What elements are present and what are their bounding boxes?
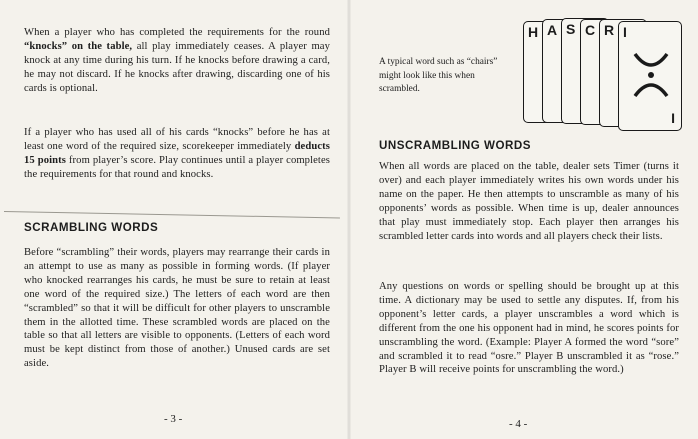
penalty-text-1: If a player who has used all of his cards “knocks” before he has at least one word of the required size, scorekeeper immediately	[24, 127, 330, 152]
unscrambling-paragraph: When all words are placed on the table, dealer sets Timer (turns it over) and each player immediately writes his own words under his name on the paper. He then attempts to unscramble as many of his opponents’ words as possible. When time is up, dealer announces that play must immediately stop. Each player then arranges his scrambled letter cards into words and all players check their lists.	[379, 161, 679, 242]
card-letter: A	[547, 22, 558, 38]
scrambling-words-heading: SCRAMBLING WORDS	[24, 221, 159, 234]
card-letter: I	[623, 24, 627, 40]
card-letter: C	[585, 22, 596, 38]
card-bottom-letter: I	[671, 110, 675, 126]
card-letter: R	[604, 22, 615, 38]
knock-rules-text-2: all play immediately ceases. A player may knock at any time during his turn. If he knocks before drawing a card, he may not discard. If he knocks after drawing, discarding one of his cards is optional.	[24, 40, 330, 94]
right-page	[349, 0, 698, 439]
scrambled-word-caption: A typical word such as “chairs” might look like this when scrambled.	[379, 57, 498, 94]
page-number-3: - 3 -	[164, 413, 183, 425]
penalty-text-2: from player’s score. Play continues until a player completes the requirements for that round and knocks.	[24, 154, 330, 180]
section-divider	[4, 211, 340, 218]
knock-rules-text-1: When a player who has completed the requirements for the round	[24, 27, 330, 38]
card-letter: H	[528, 24, 539, 40]
hour-glass-emblem-icon	[631, 50, 671, 100]
unscrambling-words-heading: UNSCRAMBLING WORDS	[379, 139, 531, 152]
card-letter: S	[566, 21, 576, 37]
knock-rules-bold: “knocks” on the table,	[24, 40, 133, 52]
page-number-4: - 4 -	[509, 418, 528, 430]
letter-card-front	[618, 21, 682, 131]
penalty-bold: deducts 15 points	[24, 140, 330, 166]
penalty-paragraph	[24, 126, 330, 182]
scrambled-cards-illustration	[523, 17, 687, 137]
knock-rules-paragraph	[24, 26, 330, 96]
disputes-paragraph: Any questions on words or spelling should be brought up at this time. A dictionary may be used to settle any disputes. If, from his opponent’s letter cards, a player unscrambles a word which is different from the one his opponent had in mind, he scores points for unscrambling the word. (Example: Player A formed the word “sore” and scrambled it to read “osre.” Player B unscrambled it as “rose.” Player B will receive points for unscrambling the word.)	[379, 281, 679, 376]
scrambling-paragraph: Before “scrambling” their words, players may rearrange their cards in an attempt to use as many as possible in forming words. (If player who knocked rearranges his cards, he must be sure to retain at least one word of the required size.) The letters of each word are then “scrambled” so that it will be difficult for other players to unscramble them in the allotted time. These scrambled words are placed on the table so that all letters are visible to opponents. (Letters of each word must be kept distinct from those of another.) Unused cards are set aside.	[24, 247, 330, 370]
